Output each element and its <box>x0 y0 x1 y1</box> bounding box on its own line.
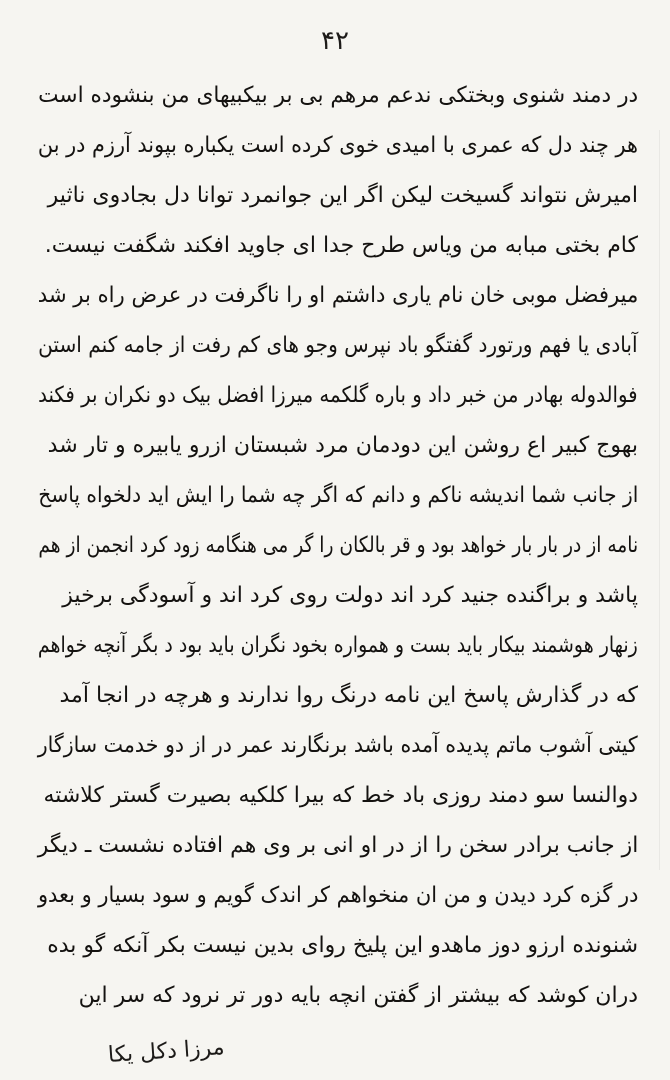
manuscript-line-16: از جانب برادر سخن را از در او انی بر وی هم افتاده نشست ـ دیگر <box>37 833 638 858</box>
manuscript-line-6: آبادی یا فهم ورتورد گفتگو باد نپرس وجو های کم رفت از جامه کنم استن <box>38 333 638 358</box>
manuscript-line-10: نامه از در بار بار خواهد بود و قر بالکان را گر می هنگامه زود کرد انجمن از هم <box>38 533 638 558</box>
manuscript-line-18: شنونده ارزو دوز ماهدو این پلیخ روای بدین نیست بکر آنکه گو بده <box>47 933 638 958</box>
manuscript-line-19: دران کوشد که بیشتر از گفتن انچه بایه دور تر نرود که سر این <box>78 983 638 1008</box>
manuscript-line-1: در دمند شنوی وبختکی ندعم مرهم بی بر بیکبیهای من بنشوده است <box>37 83 638 108</box>
manuscript-line-7: فوالدوله بهادر من خبر داد و باره گلکمه میرزا افضل بیک دو نکران بر فکند <box>38 383 638 408</box>
manuscript-text-block <box>38 70 638 1030</box>
manuscript-line-2: هر چند دل که عمری با امیدی خوی کرده است یکباره بپوند آرزم در بن <box>37 133 638 158</box>
manuscript-line-8: بهوج کبیر اع روشن این دودمان مرد شبستان ازرو یابیره و تار شد <box>47 433 638 458</box>
manuscript-line-9: از جانب شما اندیشه ناکم و دانم که اگر چه شما را ایش اید دلخواه پاسخ <box>38 483 638 508</box>
manuscript-line-17: در گزه کرد دیدن و من ان منخواهم کر اندک گویم و سود بسیار و بعدو <box>37 883 638 908</box>
manuscript-line-14: کیتی آشوب ماتم پدیده آمده باشد برنگارند عمر در از دو خدمت سازگار <box>37 733 638 758</box>
page-edge-shadow <box>647 130 660 870</box>
signature: مرزا دکل یکا <box>107 1034 226 1069</box>
manuscript-line-3: امیرش نتواند گسیخت لیکن اگر این جوانمرد توانا دل بجادوی ناثیر <box>47 183 638 208</box>
manuscript-line-11: پاشد و براگنده جنید کرد اند دولت روی کرد اند و آسودگی برخیز <box>62 583 638 608</box>
manuscript-line-15: دوالنسا سو دمند روزی باد خط که بیرا کلکیه بصیرت گستر کلاشته <box>43 783 638 808</box>
manuscript-line-12: زنهار هوشمند بیکار باید بست و همواره بخود نگران باید بود د بگر آنچه خواهم <box>38 633 638 658</box>
manuscript-line-13: که در گذارش پاسخ این نامه درنگ روا ندارند و هرچه در انجا آمد <box>59 683 638 708</box>
manuscript-line-5: میرفضل موبی خان نام یاری داشتم او را ناگرفت در عرض راه بر شد <box>37 283 638 308</box>
manuscript-line-4: کام بختی مبابه من ویاس طرح جدا ای جاوید افکند شگفت نیست. <box>44 233 638 258</box>
page-number: ۴۲ <box>321 26 349 56</box>
